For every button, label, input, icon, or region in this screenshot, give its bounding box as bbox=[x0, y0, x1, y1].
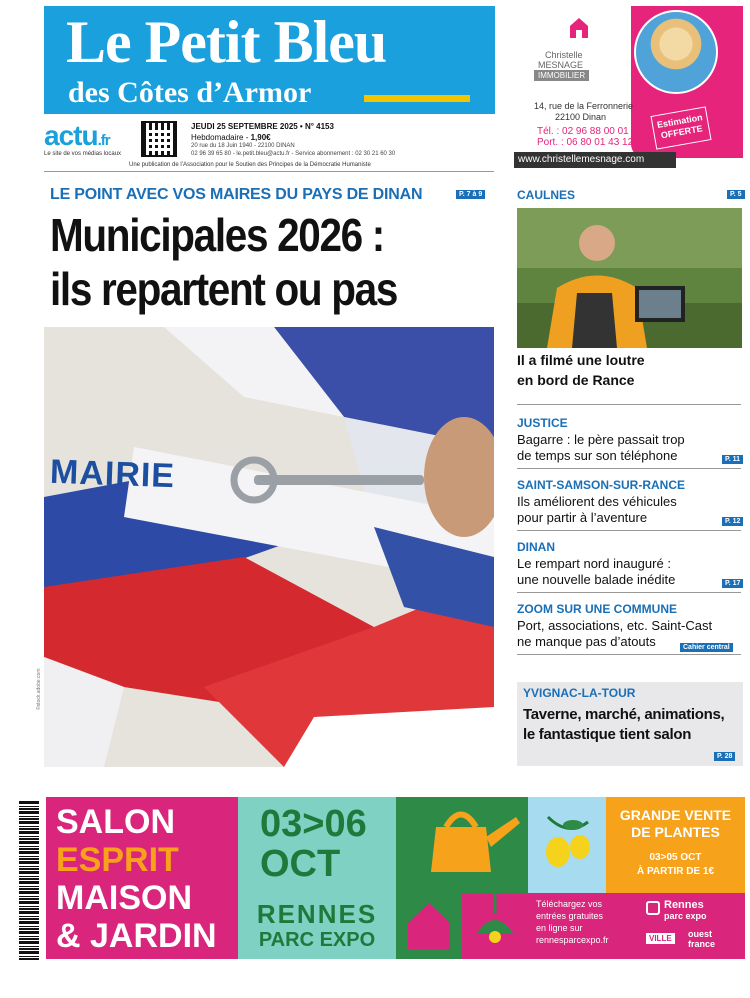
zoom-headline-line1[interactable]: Port, associations, etc. Saint-Cast bbox=[517, 618, 713, 633]
sidebar-divider bbox=[517, 654, 741, 655]
saint-samson-kicker: SAINT-SAMSON-SUR-RANCE bbox=[517, 478, 685, 492]
dinan-kicker: DINAN bbox=[517, 540, 555, 554]
real-estate-ad[interactable] bbox=[514, 6, 743, 168]
plant-sale-dates: 03>05 OCT bbox=[649, 852, 702, 863]
download-url[interactable]: rennesparcexpo.fr bbox=[536, 935, 609, 945]
venue-name: PARC EXPO bbox=[258, 929, 376, 951]
header-divider bbox=[44, 171, 494, 172]
watering-can-icon bbox=[396, 797, 528, 893]
main-headline-line2[interactable]: ils repartent ou pas bbox=[50, 263, 398, 315]
house-panel bbox=[396, 893, 462, 959]
plant-sale-line1: GRANDE VENTE bbox=[619, 807, 732, 823]
qr-code-icon bbox=[141, 121, 177, 157]
yvignac-page-ref: P. 28 bbox=[714, 752, 735, 761]
download-line2: entrées gratuites bbox=[536, 911, 604, 921]
ad-website[interactable]: www.christellemesnage.com bbox=[514, 152, 676, 168]
agent-portrait bbox=[634, 10, 718, 94]
actu-logo-suffix: .fr bbox=[97, 132, 110, 149]
agent-first-name: Christelle bbox=[545, 50, 583, 60]
agency-type: IMMOBILIER bbox=[534, 70, 589, 81]
sidebar-divider bbox=[517, 592, 741, 593]
lemon-icon bbox=[528, 797, 606, 893]
frequency-label: Hebdomadaire - bbox=[191, 133, 249, 142]
sash-illustration bbox=[44, 327, 494, 767]
association-line: Une publication de l’Association pour le Soutien des Principes de la Démocratie Humaniste bbox=[129, 162, 371, 168]
issue-frequency bbox=[191, 133, 271, 142]
plant-sale-price: À PARTIR DE 1€ bbox=[636, 866, 715, 877]
main-headline[interactable]: Municipales 2026 : bbox=[50, 209, 384, 261]
venue-city: RENNES bbox=[256, 899, 378, 929]
saint-samson-headline-line2[interactable]: pour partir à l’aventure bbox=[517, 510, 648, 525]
newspaper-subtitle: des Côtes d’Armor bbox=[68, 76, 312, 109]
barcode bbox=[19, 800, 39, 960]
download-panel bbox=[528, 893, 638, 959]
partner-logos-panel bbox=[638, 893, 745, 959]
ad-address-city: 22100 Dinan bbox=[555, 112, 607, 122]
lamp-icon bbox=[462, 893, 528, 959]
photo-credit: ©stock.adobe.com bbox=[36, 668, 42, 710]
justice-page-ref: P. 11 bbox=[722, 455, 743, 464]
newspaper-title: Le Petit Bleu bbox=[66, 9, 387, 75]
masthead-yellow-bar bbox=[364, 95, 470, 102]
justice-headline-line1[interactable]: Bagarre : le père passait trop bbox=[517, 432, 685, 447]
plant-sale-panel bbox=[606, 797, 745, 893]
sidebar-divider bbox=[517, 404, 741, 405]
zoom-headline-line2[interactable]: ne manque pas d’atouts bbox=[517, 634, 656, 649]
download-line1: Téléchargez vos bbox=[536, 899, 603, 909]
watering-can-panel bbox=[396, 797, 528, 893]
main-kicker: LE POINT AVEC VOS MAIRES DU PAYS DE DINAN bbox=[50, 186, 423, 203]
actu-tagline: Le site de vos médias locaux bbox=[44, 151, 122, 157]
event-month: OCT bbox=[260, 843, 341, 885]
lemon-panel bbox=[528, 797, 606, 893]
saint-samson-page-ref: P. 12 bbox=[722, 517, 743, 526]
rennes-parcexpo-logo-icon bbox=[646, 901, 660, 915]
saint-samson-headline-line1[interactable]: Ils améliorent des véhicules bbox=[517, 494, 677, 509]
actu-logo bbox=[44, 120, 110, 152]
caulnes-headline-line2[interactable]: en bord de Rance bbox=[517, 372, 635, 388]
ad-address-street: 14, rue de la Ferronnerie bbox=[534, 101, 634, 111]
download-line3: en ligne sur bbox=[536, 923, 583, 933]
yvignac-box[interactable] bbox=[517, 682, 743, 766]
sidebar-divider bbox=[517, 468, 741, 469]
city-logo: VILLE bbox=[646, 933, 675, 944]
estimation-badge: Estimation OFFERTE bbox=[650, 106, 711, 149]
main-photo-sash-key bbox=[44, 327, 494, 767]
yvignac-kicker: YVIGNAC-LA-TOUR bbox=[523, 686, 636, 700]
dates-panel bbox=[238, 797, 396, 893]
salon-word: SALON bbox=[56, 803, 175, 841]
issue-address: 20 rue du 18 Juin 1940 - 22100 DINAN bbox=[191, 143, 295, 149]
venue-panel bbox=[238, 893, 396, 959]
dinan-page-ref: P. 17 bbox=[722, 579, 743, 588]
house-icon bbox=[396, 893, 462, 959]
house-logo-icon bbox=[568, 16, 590, 40]
parcexpo-logo-text: parc expo bbox=[664, 911, 707, 921]
yvignac-headline-line1: Taverne, marché, animations, bbox=[523, 706, 725, 723]
ouest-logo-text: ouest bbox=[688, 929, 713, 939]
masthead bbox=[44, 6, 495, 114]
man-with-tablet-illustration bbox=[517, 208, 742, 348]
agent-last-name: MESNAGE bbox=[538, 60, 584, 70]
sidebar-divider bbox=[517, 530, 741, 531]
salon-ad[interactable] bbox=[46, 797, 745, 959]
sash-mairie-text: MAIRIE bbox=[49, 452, 176, 496]
main-page-ref: P. 7 à 9 bbox=[456, 190, 485, 199]
caulnes-page-ref: P. 5 bbox=[727, 190, 745, 199]
issue-price: 1,90€ bbox=[250, 133, 271, 142]
ad-mobile: Port. : 06 80 01 43 12 bbox=[537, 137, 634, 148]
dinan-headline-line2[interactable]: une nouvelle balade inédite bbox=[517, 572, 676, 587]
salon-title-panel bbox=[46, 797, 238, 959]
justice-headline-line2[interactable]: de temps sur son téléphone bbox=[517, 448, 678, 463]
yvignac-headline-line2: le fantastique tient salon bbox=[523, 726, 692, 743]
actu-logo-text: actu bbox=[44, 120, 98, 151]
maison-word: MAISON bbox=[56, 879, 192, 917]
caulnes-headline-line1[interactable]: Il a filmé une loutre bbox=[517, 352, 645, 368]
issue-contact: 02 96 39 65 80 - le.petit.bleu@actu.fr - Service abonnement : 02 30 21 60 30 bbox=[191, 151, 396, 157]
event-dates: 03>06 bbox=[260, 803, 367, 845]
otter-filmer-photo bbox=[517, 208, 742, 348]
caulnes-kicker: CAULNES bbox=[517, 188, 576, 202]
rennes-logo-text: Rennes bbox=[664, 899, 704, 911]
jardin-word: & JARDIN bbox=[56, 917, 217, 955]
issue-date: JEUDI 25 SEPTEMBRE 2025 • N° 4153 bbox=[191, 122, 334, 131]
france-logo-text: france bbox=[688, 939, 716, 949]
plant-sale-line2: DE PLANTES bbox=[631, 824, 720, 840]
dinan-headline-line1[interactable]: Le rempart nord inauguré : bbox=[517, 556, 671, 571]
esprit-word: ESPRIT bbox=[56, 841, 179, 879]
lamp-panel bbox=[462, 893, 528, 959]
justice-kicker: JUSTICE bbox=[517, 416, 568, 430]
ad-telephone: Tél. : 02 96 88 00 01 bbox=[537, 126, 629, 137]
zoom-page-ref: Cahier central bbox=[680, 643, 733, 652]
zoom-kicker: ZOOM SUR UNE COMMUNE bbox=[517, 602, 677, 616]
